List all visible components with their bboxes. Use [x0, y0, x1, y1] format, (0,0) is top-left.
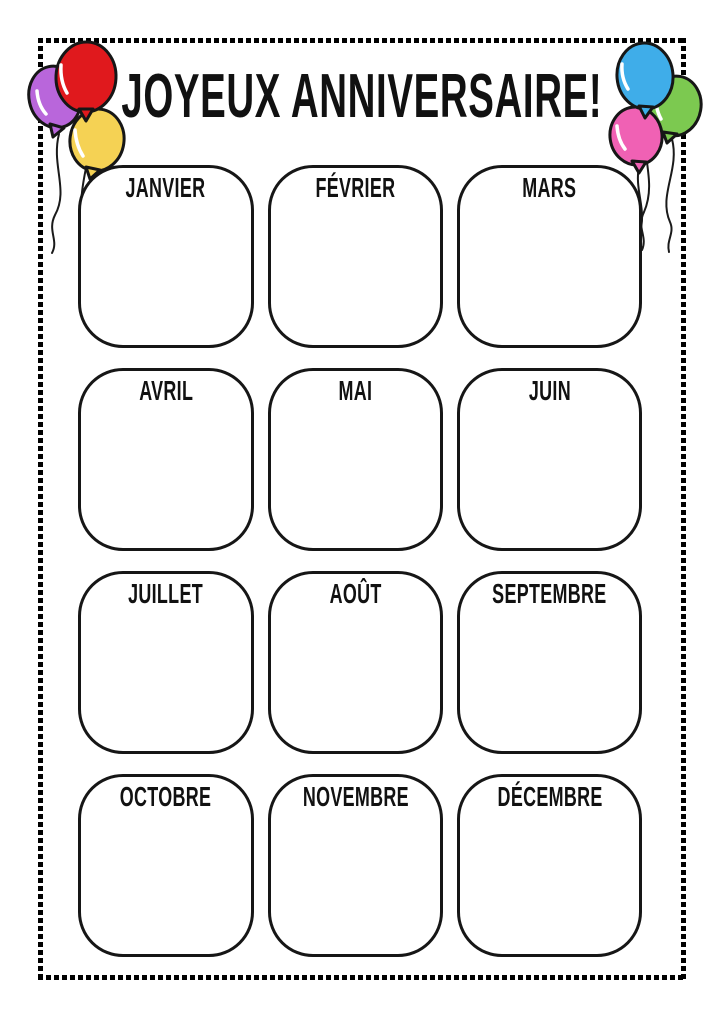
- month-label: MARS: [522, 172, 577, 203]
- month-label: JANVIER: [125, 172, 206, 203]
- title-banner: [0, 62, 724, 131]
- month-box-juin: [457, 368, 642, 551]
- month-label: JUIN: [528, 375, 571, 406]
- month-label: AVRIL: [138, 375, 193, 406]
- month-box-novembre: [268, 774, 444, 957]
- month-box-mars: [457, 165, 642, 348]
- month-box-octobre: [78, 774, 254, 957]
- months-grid: [78, 165, 642, 957]
- month-box-aout: [268, 571, 444, 754]
- month-label: NOVEMBRE: [302, 781, 409, 812]
- month-box-avril: [78, 368, 254, 551]
- page-title: JOYEUX ANNIVERSAIRE!: [121, 62, 603, 131]
- month-label: DÉCEMBRE: [497, 781, 603, 812]
- month-label: FÉVRIER: [315, 172, 396, 203]
- month-box-decembre: [457, 774, 642, 957]
- month-box-mai: [268, 368, 444, 551]
- month-label: OCTOBRE: [120, 781, 212, 812]
- month-box-septembre: [457, 571, 642, 754]
- month-label: AOÛT: [329, 578, 382, 609]
- month-label: SEPTEMBRE: [492, 578, 607, 609]
- dotted-border-bottom: [38, 975, 686, 980]
- month-label: MAI: [338, 375, 373, 406]
- month-box-janvier: [78, 165, 254, 348]
- balloon-string: [52, 134, 61, 253]
- month-box-juillet: [78, 571, 254, 754]
- month-label: JUILLET: [128, 578, 204, 609]
- month-box-fevrier: [268, 165, 444, 348]
- balloon-string: [666, 139, 673, 252]
